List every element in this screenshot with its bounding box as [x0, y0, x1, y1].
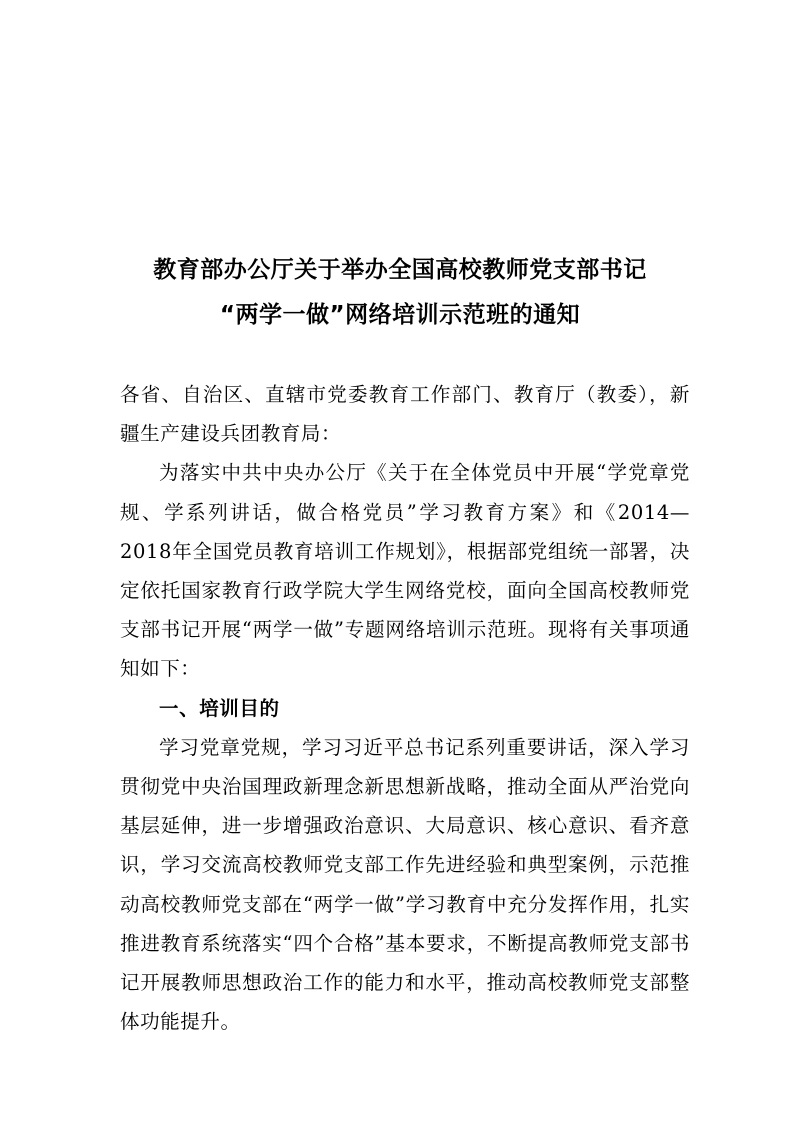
section-1-heading: 一、培训目的	[159, 696, 280, 720]
document-title-line-2: “两学一做”网络培训示范班的通知	[219, 302, 581, 328]
document-body	[120, 375, 690, 1041]
salutation-paragraph: 各省、自治区、直辖市党委教育工作部门、教育厅（教委），新疆生产建设兵团教育局：	[120, 383, 690, 446]
intro-paragraph: 为落实中共中央办公厅《关于在全体党员中开展“学党章党规、学系列讲话，做合格党员”学习教育方案》和《2014—2018年全国党员教育培训工作规划》，根据部党组统一部署，决定依托国家教育行政学院大学生网络党校，面向全国高校教师党支部书记开展“两学一做”专题网络培训示范班。现将有关事项通知如下：	[120, 461, 690, 681]
document-title-line-1: 教育部办公厅关于举办全国高校教师党支部书记	[153, 257, 647, 283]
section-1-paragraph: 学习党章党规，学习习近平总书记系列重要讲话，深入学习贯彻党中央治国理政新理念新思想新战略，推动全面从严治党向基层延伸，进一步增强政治意识、大局意识、核心意识、看齐意识，学习交流高校教师党支部工作先进经验和典型案例，示范推动高校教师党支部在“两学一做”学习教育中充分发挥作用，扎实推进教育系统落实“四个合格”基本要求，不断提高教师党支部书记开展教师思想政治工作的能力和水平，推动高校教师党支部整体功能提升。	[120, 735, 690, 1034]
